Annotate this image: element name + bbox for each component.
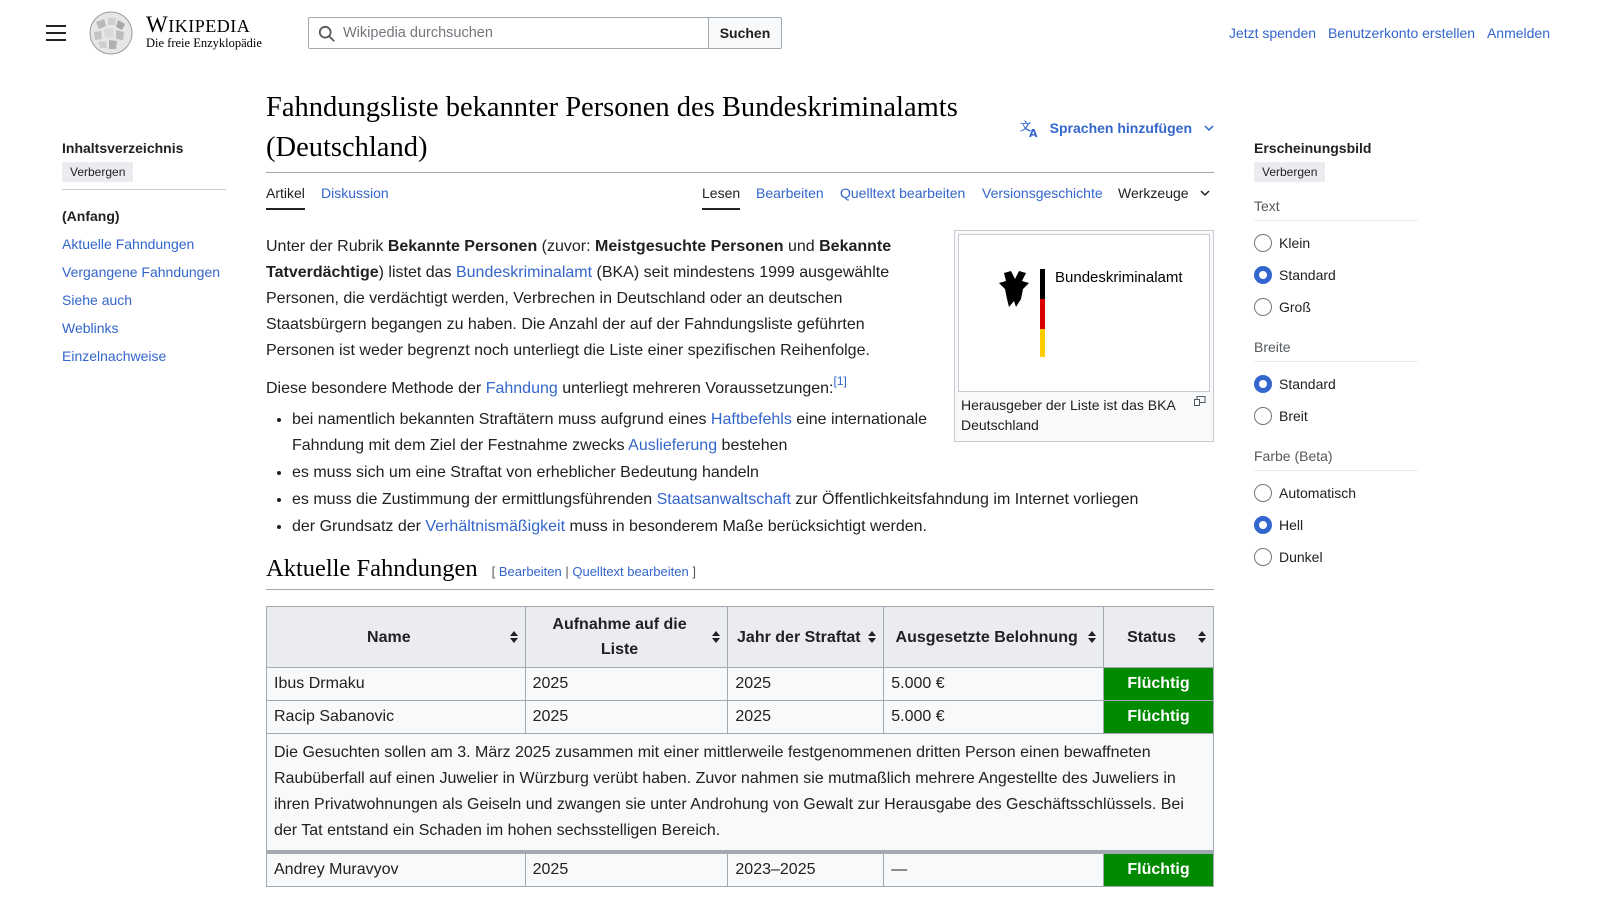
column-header-aufnahme[interactable]: Aufnahme auf die Liste (525, 607, 728, 668)
color-light-option[interactable] (1254, 509, 1418, 541)
infobox-image (954, 230, 1214, 442)
toc-item-siehe-auch[interactable]: Siehe auch (62, 292, 133, 308)
wanted-table (266, 606, 1214, 887)
tools-label: Werkzeuge (1118, 185, 1189, 201)
infobox-caption (958, 392, 1210, 438)
list-item: • es muss die Zustimmung der ermittlungsführenden Staatsanwaltschaft zur Öffentlichkeitsfahndung im Internet vorliegen (292, 487, 1214, 513)
list-item: • bei namentlich bekannten Straftätern muss aufgrund eines Haftbefehls eine internationale Fahndung mit dem Ziel der Festnahme zwecks Auslieferung bestehen (292, 407, 932, 459)
tab-discussion[interactable]: Diskussion (321, 185, 389, 201)
cell-aufnahme: 2025 (525, 668, 728, 701)
sort-icon (868, 631, 876, 643)
column-header-status[interactable]: Status (1104, 607, 1214, 668)
column-header-name[interactable]: Name (267, 607, 526, 668)
radio-button[interactable] (1254, 548, 1272, 566)
svg-text:A: A (1028, 127, 1038, 138)
radio-button-selected[interactable] (1254, 266, 1272, 284)
chevron-down-icon (1200, 188, 1210, 198)
section-heading-aktuelle (266, 556, 1214, 590)
search-button[interactable]: Suchen (708, 17, 782, 49)
wikipedia-tagline: Die freie Enzyklopädie (146, 36, 262, 50)
option-label: Groß (1279, 299, 1311, 315)
radio-button[interactable] (1254, 298, 1272, 316)
option-label: Klein (1279, 235, 1311, 251)
column-header-jahr[interactable]: Jahr der Straftat (728, 607, 884, 668)
section-edit-source-link[interactable]: Quelltext bearbeiten (572, 564, 689, 579)
table-row-description (267, 734, 1214, 853)
table-row (267, 852, 1214, 887)
bka-logo-image[interactable] (958, 234, 1210, 392)
user-links (1221, 25, 1550, 41)
cell-belohnung: — (884, 852, 1104, 887)
login-link[interactable]: Anmelden (1486, 25, 1550, 41)
color-label: Farbe (Beta) (1254, 448, 1418, 471)
svg-text:文: 文 (1019, 120, 1031, 133)
link-staatsanwaltschaft[interactable]: Staatsanwaltschaft (656, 491, 791, 508)
federal-eagle-icon (959, 235, 1209, 391)
site-header (0, 0, 1600, 66)
link-bundeskriminalamt[interactable]: Bundeskriminalamt (455, 264, 593, 281)
table-row (267, 668, 1214, 701)
search-input[interactable] (343, 22, 703, 44)
appearance-hide-button[interactable]: Verbergen (1254, 162, 1325, 182)
crime-description: Die Gesuchten sollen am 3. März 2025 zusammen mit einer mittlerweile festgenommenen dritten Person einen bewaffneten Raubüberfall auf einen Juwelier in Würzburg verübt haben. Zuvor nahmen sie mutmaßlich mehrere Angestellte des Juweliers in ihren Privatwohnungen als Geiseln und zwangen sie unter Androhung von Gewalt zur Herausgabe des Geschäftsschlüssels. Bei der Tat entstand ein Schaden im hohen sechsstelligen Bereich. (267, 734, 1214, 853)
toc-item-weblinks[interactable]: Weblinks (62, 320, 119, 336)
toc-hide-button[interactable]: Verbergen (62, 162, 133, 182)
main-content (266, 88, 1214, 887)
color-auto-option[interactable] (1254, 477, 1418, 509)
create-account-link[interactable]: Benutzerkonto erstellen (1327, 25, 1476, 41)
option-label: Standard (1279, 376, 1336, 392)
cell-aufnahme: 2025 (525, 701, 728, 734)
cell-belohnung: 5.000 € (884, 701, 1104, 734)
link-haftbefehl[interactable]: Haftbefehls (710, 411, 792, 428)
article-body (266, 234, 1214, 887)
cell-name: Andrey Muravyov (267, 852, 526, 887)
tab-history[interactable]: Versionsgeschichte (982, 185, 1103, 201)
table-of-contents (62, 140, 226, 370)
wikipedia-globe-logo[interactable] (86, 10, 136, 56)
column-header-belohnung[interactable]: Ausgesetzte Belohnung (884, 607, 1104, 668)
appearance-panel (1254, 140, 1418, 573)
toc-item-einzelnachweise[interactable]: Einzelnachweise (62, 348, 167, 364)
status-badge: Flüchtig (1104, 852, 1214, 887)
tab-edit-source[interactable]: Quelltext bearbeiten (840, 185, 966, 201)
reference-1[interactable]: [1] (833, 374, 847, 388)
width-wide-option[interactable] (1254, 400, 1418, 432)
table-row (267, 701, 1214, 734)
bka-logo-text: Bundeskriminalamt (1055, 269, 1183, 286)
sort-icon (1198, 631, 1206, 643)
cell-name: Ibus Drmaku (267, 668, 526, 701)
cell-jahr: 2025 (728, 701, 884, 734)
search-box (308, 17, 709, 49)
toc-divider (62, 189, 226, 190)
appearance-title: Erscheinungsbild (1254, 140, 1372, 156)
tab-edit[interactable]: Bearbeiten (756, 185, 824, 201)
radio-button-selected[interactable] (1254, 516, 1272, 534)
toc-title: Inhaltsverzeichnis (62, 140, 184, 156)
wikipedia-wordmark[interactable]: WIKIPEDIA (146, 12, 251, 37)
status-badge: Flüchtig (1104, 701, 1214, 734)
text-size-label: Text (1254, 198, 1418, 221)
status-badge: Flüchtig (1104, 668, 1214, 701)
option-label: Automatisch (1279, 485, 1357, 501)
option-label: Dunkel (1279, 549, 1323, 565)
search-icon (318, 25, 336, 43)
section-edit-link[interactable]: Bearbeiten (498, 564, 562, 579)
option-label: Breit (1279, 408, 1308, 424)
radio-button[interactable] (1254, 234, 1272, 252)
intro-paragraph: Unter der Rubrik Bekannte Personen (zuvor: Meistgesuchte Personen und Bekannte Tatverdächtige) listet das Bundeskriminalamt (BKA) seit mindestens 1999 ausgewählte Personen, die verdächtigt werden, Verbrechen in Deutschland oder an deutschen Staatsbürgern begangen zu haben. Die Anzahl der auf der Fahndungsliste geführten Personen ist weder begrenzt noch unterliegt die Liste einer spezifischen Reihenfolge. (266, 238, 892, 359)
cell-belohnung: 5.000 € (884, 668, 1104, 701)
translate-icon (1020, 118, 1040, 138)
cell-aufnahme: 2025 (525, 852, 728, 887)
caption-text: Herausgeber der Liste ist das BKA Deutschland (961, 397, 1176, 433)
toc-item-vergangene[interactable]: Vergangene Fahndungen (62, 264, 221, 280)
text-size-large-option[interactable] (1254, 291, 1418, 323)
sort-icon (1088, 631, 1096, 643)
list-item: • der Grundsatz der Verhältnismäßigkeit muss in besonderem Maße berücksichtigt werden. (292, 514, 1214, 540)
width-standard-option[interactable] (1254, 368, 1418, 400)
color-dark-option[interactable] (1254, 541, 1418, 573)
page-title: Fahndungsliste bekannter Personen des Bundeskriminalamts (Deutschland) (266, 92, 958, 163)
sort-icon (712, 631, 720, 643)
text-size-small-option[interactable] (1254, 227, 1418, 259)
cell-name: Racip Sabanovic (267, 701, 526, 734)
list-item: • es muss sich um eine Straftat von erheblicher Bedeutung handeln (292, 460, 1214, 486)
add-languages-button[interactable] (1020, 118, 1214, 138)
section-heading-text: Aktuelle Fahndungen (266, 555, 478, 582)
link-verhaeltnismaessigkeit[interactable]: Verhältnismäßigkeit (425, 518, 566, 535)
radio-button[interactable] (1254, 407, 1272, 425)
donate-link[interactable]: Jetzt spenden (1228, 25, 1317, 41)
sort-icon (510, 631, 518, 643)
tab-article[interactable]: Artikel (266, 185, 305, 210)
link-auslieferung[interactable]: Auslieferung (628, 437, 718, 454)
page-tabs (266, 172, 1214, 210)
option-label: Standard (1279, 267, 1336, 283)
toc-item-aktuelle[interactable]: Aktuelle Fahndungen (62, 236, 195, 252)
radio-button-selected[interactable] (1254, 375, 1272, 393)
link-fahndung[interactable]: Fahndung (485, 380, 558, 397)
text-size-standard-option[interactable] (1254, 259, 1418, 291)
magnify-icon[interactable] (1194, 396, 1206, 406)
radio-button[interactable] (1254, 484, 1272, 502)
tab-tools[interactable] (1118, 185, 1210, 208)
main-menu-icon[interactable] (46, 25, 66, 41)
add-languages-label: Sprachen hinzufügen (1049, 120, 1192, 136)
toc-item-top[interactable]: (Anfang) (62, 208, 120, 224)
section-edit-links: [ Bearbeiten | Quelltext bearbeiten ] (491, 564, 696, 579)
option-label: Hell (1279, 517, 1304, 533)
cell-jahr: 2023–2025 (728, 852, 884, 887)
conditions-intro: Diese besondere Methode der Fahndung unterliegt mehreren Voraussetzungen:[1] (266, 374, 847, 397)
cell-jahr: 2025 (728, 668, 884, 701)
chevron-down-icon (1204, 123, 1214, 133)
tab-read[interactable]: Lesen (702, 185, 740, 210)
width-label: Breite (1254, 339, 1418, 362)
